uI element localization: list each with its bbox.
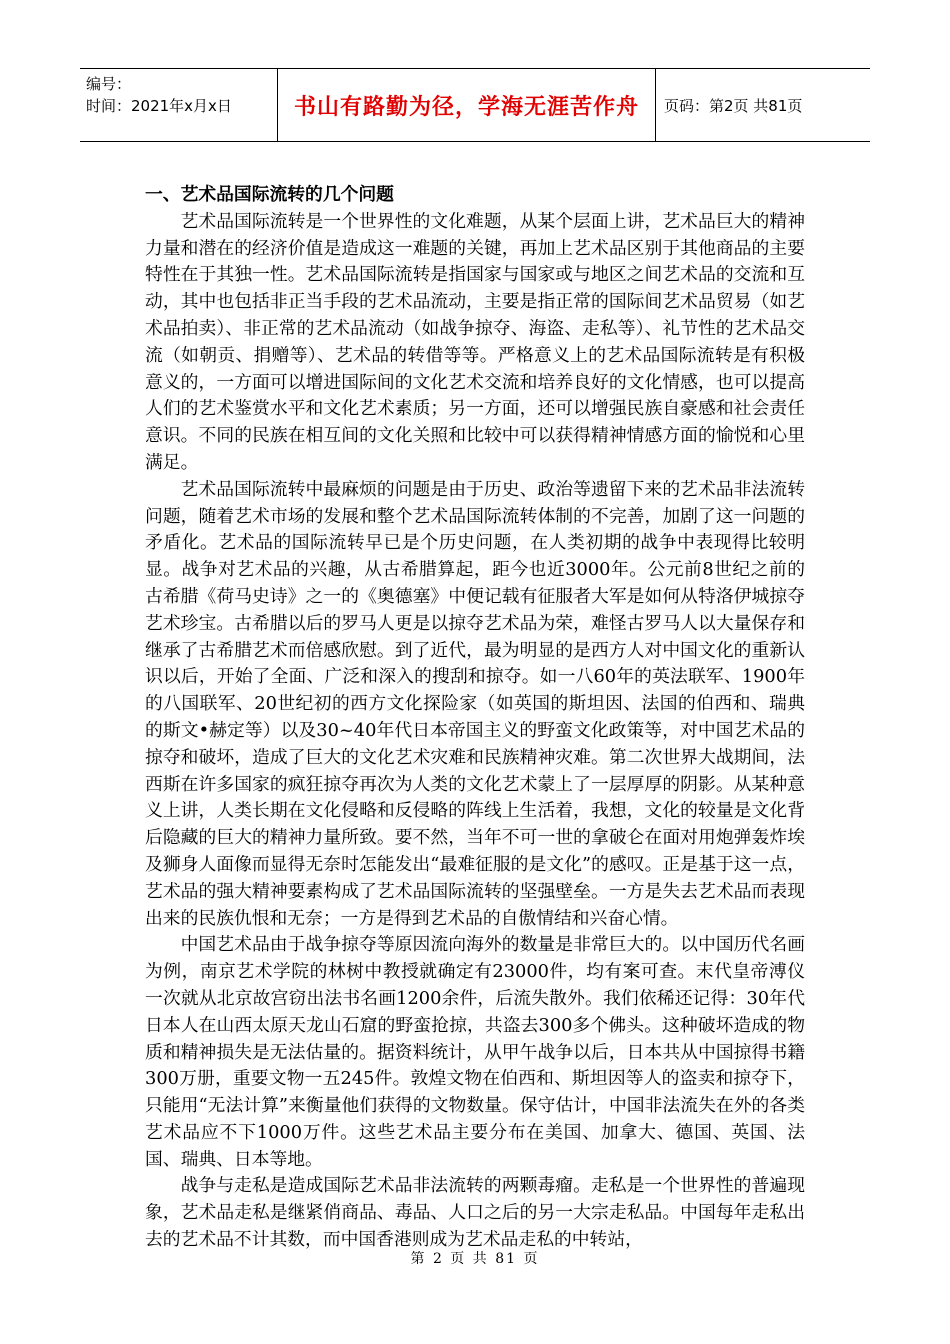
header-page-cell xyxy=(656,69,870,141)
paragraph-1: 艺术品国际流转是一个世界性的文化难题，从某个层面上讲，艺术品巨大的精神力量和潜在的经济价值是造成这一难题的关键，再加上艺术品区别于其他商品的主要特性在于其独一性。艺术品国际流转是指国家与国家或与地区之间艺术品的交流和互动，其中也包括非正当手段的艺术品流动，主要是指正常的国际间艺术品贸易（如艺术品拍卖）、非正常的艺术品流动（如战争掠夺、海盗、走私等）、礼节性的艺术品交流（如朝贡、捐赠等）、艺术品的转借等等。严格意义上的艺术品国际流转是有积极意义的，一方面可以增进国际间的文化艺术交流和培养良好的文化情感，也可以提高人们的艺术鉴赏水平和文化艺术素质；另一方面，还可以增强民族自豪感和社会责任意识。不同的民族在相互间的文化关照和比较中可以获得精神情感方面的愉悦和心里满足。 xyxy=(145,210,805,473)
document-body xyxy=(145,182,805,1254)
paragraph-3: 中国艺术品由于战争掠夺等原因流向海外的数量是非常巨大的。以中国历代名画为例，南京艺术学院的林树中教授就确定有23000件，均有案可查。末代皇帝溥仪一次就从北京故宫窃出法书名画1200余件，后流失散外。我们依稀还记得：30年代日本人在山西太原天龙山石窟的野蛮抢掠，共盗去300多个佛头。这种破坏造成的物质和精神损失是无法估量的。据资料统计，从甲午战争以后，日本共从中国掠得书籍300万册，重要文物一五245件。敦煌文物在伯西和、斯坦因等人的盗卖和掠夺下，只能用“无法计算”来衡量他们获得的文物数量。保守估计，中国非法流失在外的各类艺术品应不下1000万件。这些艺术品主要分布在美国、加拿大、德国、英国、法国、瑞典、日本等地。 xyxy=(145,934,805,1170)
header-motto-cell xyxy=(278,69,656,141)
date-label: 时间：2021年x月x日 xyxy=(86,97,232,115)
header-meta xyxy=(80,69,278,141)
page-footer xyxy=(0,1248,950,1268)
section-heading: 一、艺术品国际流转的几个问题 xyxy=(145,184,394,205)
footer-page-number: 第 2 页 共 81 页 xyxy=(410,1251,540,1267)
paragraph-4: 战争与走私是造成国际艺术品非法流转的两颗毒瘤。走私是一个世界性的普遍现象，艺术品走私是继紧俏商品、毒品、人口之后的另一大宗走私品。中国每年走私出去的艺术品不计其数，而中国香港则成为艺术品走私的中转站， xyxy=(145,1175,805,1251)
paragraph-2: 艺术品国际流转中最麻烦的问题是由于历史、政治等遗留下来的艺术品非法流转问题，随着艺术市场的发展和整个艺术品国际流转体制的不完善，加剧了这一问题的矛盾化。艺术品的国际流转早已是个历史问题，在人类初期的战争中表现得比较明显。战争对艺术品的兴趣，从古希腊算起，距今也近3000年。公元前8世纪之前的古希腊《荷马史诗》之一的《奥德塞》中便记载有征服者大军是如何从特洛伊城掠夺艺术珍宝。古希腊以后的罗马人更是以掠夺艺术品为荣，难怪古罗马人以大量保存和继承了古希腊艺术而倍感欣慰。到了近代，最为明显的是西方人对中国文化的重新认识以后，开始了全面、广泛和深入的搜刮和掠夺。如一八60年的英法联军、1900年的八国联军、20世纪初的西方文化探险家（如英国的斯坦因、法国的伯西和、瑞典的斯文•赫定等）以及30~40年代日本帝国主义的野蛮文化政策等，对中国艺术品的掠夺和破坏，造成了巨大的文化艺术灾难和民族精神灾难。第二次世界大战期间，法西斯在许多国家的疯狂掠夺再次为人类的文化艺术蒙上了一层厚厚的阴影。从某种意义上讲，人类长期在文化侵略和反侵略的阵线上生活着，我想，文化的较量是文化背后隐藏的巨大的精神力量所致。要不然，当年不可一世的拿破仑在面对用炮弹轰炸埃及狮身人面像而显得无奈时怎能发出“最难征服的是文化”的感叹。正是基于这一点，艺术品的强大精神要素构成了艺术品国际流转的坚强壁垒。一方是失去艺术品而表现出来的民族仇恨和无奈；一方是得到艺术品的自傲情结和兴奋心情。 xyxy=(145,478,805,929)
page-header xyxy=(80,68,870,142)
serial-number-label: 编号： xyxy=(86,75,132,93)
header-motto: 书山有路勤为径，学海无涯苦作舟 xyxy=(293,94,639,120)
header-page-info: 页码：第2页 共81页 xyxy=(664,96,803,115)
